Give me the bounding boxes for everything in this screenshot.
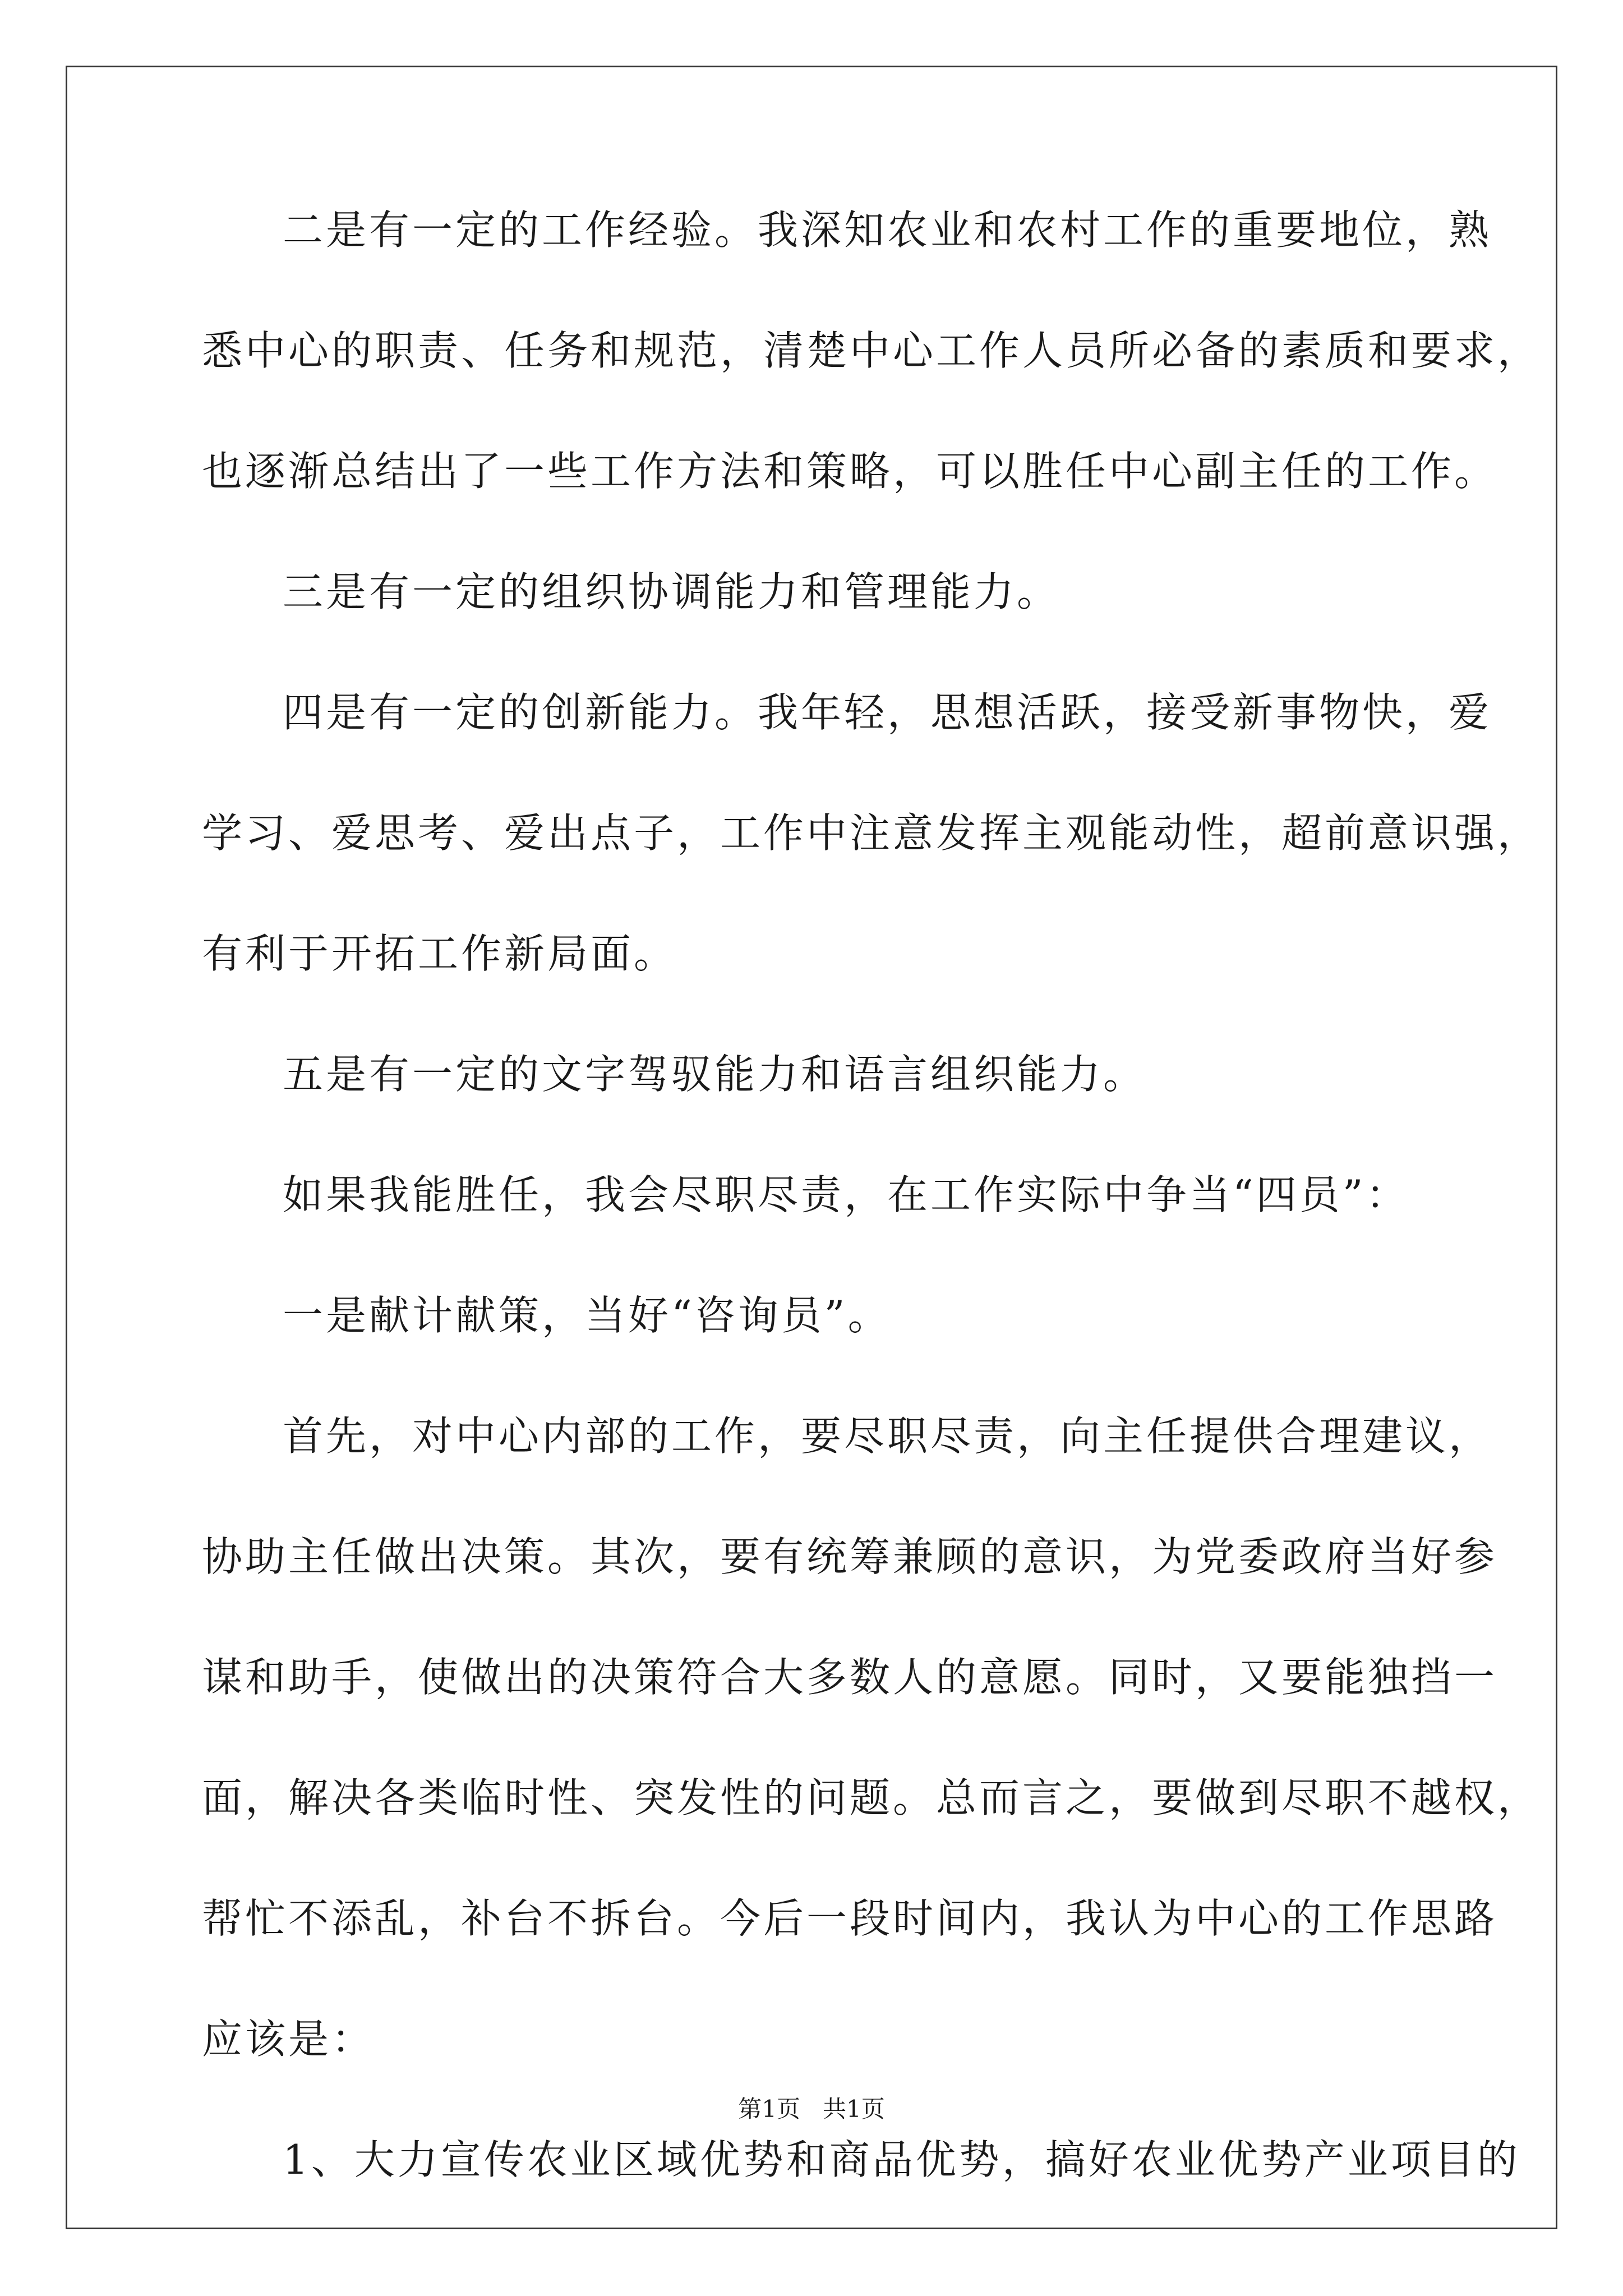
paragraph-line: 协助主任做出决策。其次，要有统筹兼顾的意识，为党委政府当好参: [202, 1533, 1498, 1580]
paragraph-line: 也逐渐总结出了一些工作方法和策略，可以胜任中心副主任的工作。: [202, 448, 1498, 495]
paragraph-line: 四是有一定的创新能力。我年轻，思想活跃，接受新事物快，爱: [283, 689, 1492, 736]
paragraph-line: 一是献计献策，当好“咨询员”。: [283, 1292, 891, 1339]
paragraph-line: 二是有一定的工作经验。我深知农业和农村工作的重要地位，熟: [283, 206, 1492, 254]
document-body: [202, 206, 1541, 2258]
page-number-current: 第1页: [738, 2095, 800, 2123]
paragraph-line: 首先，对中心内部的工作，要尽职尽责，向主任提供合理建议，: [283, 1412, 1492, 1460]
paragraph-line: 面，解决各类临时性、突发性的问题。总而言之，要做到尽职不越权，: [202, 1774, 1541, 1821]
paragraph-line: 悉中心的职责、任务和规范，清楚中心工作人员所必备的素质和要求，: [202, 327, 1541, 374]
paragraph-line: 五是有一定的文字驾驭能力和语言组织能力。: [283, 1051, 1147, 1098]
paragraph-line: 三是有一定的组织协调能力和管理能力。: [283, 568, 1061, 615]
paragraph-line: 学习、爱思考、爱出点子，工作中注意发挥主观能动性，超前意识强，: [202, 809, 1541, 857]
paragraph-line: 1、大力宣传农业区域优势和商品优势，搞好农业优势产业项目的: [283, 2136, 1520, 2183]
page-footer: [0, 2095, 1623, 2123]
paragraph-line: 帮忙不添乱，补台不拆台。今后一段时间内，我认为中心的工作思路: [202, 1895, 1498, 1942]
paragraph-line: 有利于开拓工作新局面。: [202, 930, 677, 977]
paragraph-line: 谋和助手，使做出的决策符合大多数人的意愿。同时，又要能独挡一: [202, 1654, 1498, 1701]
page-number-total: 共1页: [823, 2095, 885, 2123]
paragraph-line: 如果我能胜任，我会尽职尽责，在工作实际中争当“四员”：: [283, 1171, 1409, 1218]
paragraph-line: 应该是：: [202, 2016, 375, 2063]
